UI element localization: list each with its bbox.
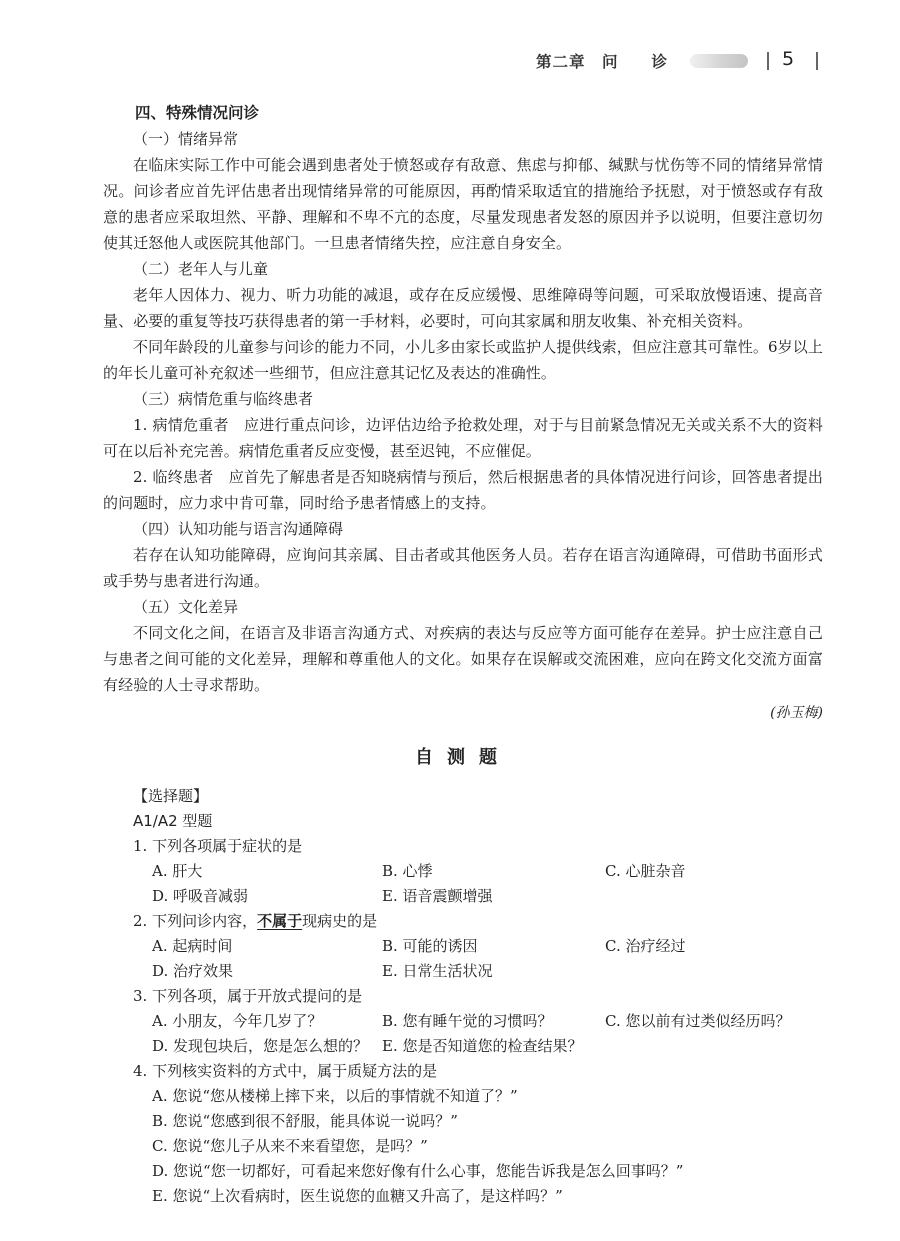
option: C. 您以前有过类似经历吗？ — [605, 1012, 791, 1030]
option: E. 您说“上次看病时，医生说您的血糖又升高了，是这样吗？” — [152, 1187, 563, 1205]
paragraph: 老年人因体力、视力、听力功能的减退，或存在反应缓慢、思维障碍等问题，可采取放慢语速、提高音量、必要的重复等技巧获得患者的第一手材料，必要时，可向其家属和朋友收集、补充相关资料。 — [103, 286, 823, 330]
option: A. 小朋友，今年几岁了？ — [152, 1012, 323, 1030]
option: E. 日常生活状况 — [382, 962, 493, 980]
page-number: 5 — [782, 48, 795, 70]
option: C. 您说“您儿子从来不来看望您，是吗？” — [152, 1137, 428, 1155]
question-stem — [103, 909, 823, 934]
option-row — [103, 859, 823, 884]
quiz-title: 自测题 — [415, 747, 511, 768]
emphasized-term: 不属于 — [257, 912, 303, 930]
option: D. 发现包块后，您是怎么想的？ — [152, 1037, 369, 1055]
subsection-heading: （一）情绪异常 — [133, 130, 239, 148]
option: E. 语音震颤增强 — [382, 887, 493, 905]
section-heading: 四、特殊情况问诊 — [135, 104, 260, 122]
option: A. 肝大 — [152, 862, 203, 880]
author-credit: (孙玉梅) — [770, 705, 823, 721]
option: B. 可能的诱因 — [382, 937, 478, 955]
option: C. 治疗经过 — [605, 937, 686, 955]
header-divider — [816, 52, 818, 70]
option-row — [103, 1034, 823, 1059]
option-row — [103, 1009, 823, 1034]
paragraph: 1. 病情危重者 应进行重点问诊，边评估边给予抢救处理，对于与目前紧急情况无关或关系不大的资料可在以后补充完善。病情危重者反应变慢，甚至迟钝，不应催促。 — [103, 416, 823, 460]
header-decoration-bar — [690, 54, 748, 68]
option: D. 治疗效果 — [152, 962, 234, 980]
page-body — [103, 100, 823, 1209]
paragraph: 在临床实际工作中可能会遇到患者处于愤怒或存有敌意、焦虑与抑郁、缄默与忧伤等不同的情绪异常情况。问诊者应首先评估患者出现情绪异常的可能原因，再酌情采取适宜的措施给予抚慰，对于愤怒或存有敌意的患者应采取坦然、平静、理解和不卑不亢的态度，尽量发现患者发怒的原因并予以说明，但要注意切勿使其迁怒他人或医院其他部门。一旦患者情绪失控，应注意自身安全。 — [103, 156, 823, 252]
paragraph: 2. 临终患者 应首先了解患者是否知晓病情与预后，然后根据患者的具体情况进行问诊，回答患者提出的问题时，应力求中肯可靠，同时给予患者情感上的支持。 — [103, 468, 823, 512]
subsection-heading: （三）病情危重与临终患者 — [133, 390, 314, 408]
option-row — [103, 884, 823, 909]
question-stem-text: 现病史的是 — [302, 912, 378, 930]
quiz-section-label: 【选择题】 — [133, 787, 209, 805]
option: B. 您有睡午觉的习惯吗？ — [382, 1012, 553, 1030]
header-divider — [767, 52, 769, 70]
paragraph: 若存在认知功能障碍，应询问其亲属、目击者或其他医务人员。若存在语言沟通障碍，可借助书面形式或手势与患者进行沟通。 — [103, 546, 823, 590]
option: B. 心悸 — [382, 862, 433, 880]
question-type-label: A1/A2 型题 — [133, 812, 213, 830]
paragraph: 不同年龄段的儿童参与问诊的能力不同，小儿多由家长或监护人提供线索，但应注意其可靠性。6岁以上的年长儿童可补充叙述一些细节，但应注意其记忆及表达的准确性。 — [103, 338, 823, 382]
question-stem: 3. 下列各项，属于开放式提问的是 — [133, 987, 363, 1005]
subsection-heading: （二）老年人与儿童 — [133, 260, 269, 278]
subsection-heading: （五）文化差异 — [133, 598, 239, 616]
paragraph: 不同文化之间，在语言及非语言沟通方式、对疾病的表达与反应等方面可能存在差异。护士应注意自己与患者之间可能的文化差异，理解和尊重他人的文化。如果存在误解或交流困难，应向在跨文化交流方面富有经验的人士寻求帮助。 — [103, 624, 823, 694]
option-row — [103, 934, 823, 959]
option: D. 您说“您一切都好，可看起来您好像有什么心事，您能告诉我是怎么回事吗？” — [152, 1162, 684, 1180]
question-stem: 1. 下列各项属于症状的是 — [133, 837, 303, 855]
chapter-title: 第二章 问 诊 — [535, 53, 668, 71]
option: A. 起病时间 — [152, 937, 233, 955]
option: A. 您说“您从楼梯上摔下来，以后的事情就不知道了？” — [152, 1087, 518, 1105]
subsection-heading: （四）认知功能与语言沟通障碍 — [133, 520, 344, 538]
question-stem: 4. 下列核实资料的方式中，属于质疑方法的是 — [133, 1062, 438, 1080]
option: D. 呼吸音减弱 — [152, 887, 249, 905]
question-stem-text: 2. 下列问诊内容， — [133, 912, 258, 930]
page-header — [0, 48, 900, 74]
option: C. 心脏杂音 — [605, 862, 686, 880]
option-row — [103, 959, 823, 984]
option: B. 您说“您感到很不舒服，能具体说一说吗？” — [152, 1112, 458, 1130]
option: E. 您是否知道您的检查结果？ — [382, 1037, 583, 1055]
